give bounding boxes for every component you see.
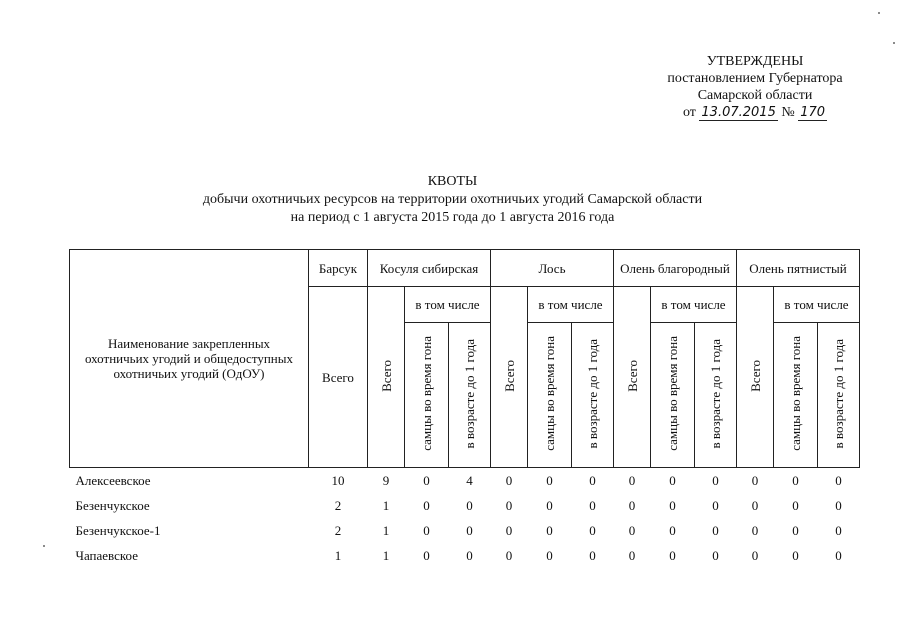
cell-value: 0 — [423, 498, 430, 513]
cell-value: 0 — [505, 548, 513, 563]
cell-value: 2 — [334, 498, 342, 513]
scan-speck — [43, 545, 45, 547]
cell-value: 0 — [423, 523, 430, 538]
cell-value: 0 — [712, 473, 719, 488]
cell-value: 0 — [835, 498, 842, 513]
roe-deer-males-header: самцы во время гона — [405, 323, 449, 468]
from-label: от — [682, 105, 696, 120]
cell-value: 9 — [382, 473, 390, 488]
title-line-3: на период с 1 августа 2015 года до 1 августа 2016 года — [290, 210, 615, 225]
cell-value: 0 — [669, 548, 676, 563]
approval-block — [640, 53, 870, 121]
approval-line-2: Самарской области — [697, 88, 813, 103]
scan-speck — [893, 42, 895, 44]
cell-value: 0 — [546, 523, 553, 538]
cell-value: 0 — [669, 473, 676, 488]
scan-speck — [878, 12, 880, 14]
cell-value: 0 — [712, 498, 719, 513]
cell-value: 0 — [589, 523, 596, 538]
cell-value: 0 — [628, 548, 636, 563]
moose-total-header: Всего — [491, 287, 528, 468]
cell-value: 0 — [423, 473, 430, 488]
handwritten-date: 13.07.2015 — [701, 105, 776, 120]
red-deer-total-header: Всего — [614, 287, 651, 468]
badger-total-header: Всего — [309, 287, 368, 468]
cell-value: 0 — [423, 548, 430, 563]
cell-value: 0 — [466, 523, 473, 538]
cell-value: 0 — [751, 523, 759, 538]
cell-value: 0 — [751, 498, 759, 513]
cell-value: 1 — [382, 523, 390, 538]
table-row — [70, 493, 860, 518]
name-column-header: Наименование закрепленных охотничьих угодий и общедоступных охотничьих угодий (ОдОУ) — [70, 250, 309, 468]
cell-value: 0 — [792, 548, 799, 563]
cell-value: 0 — [628, 473, 636, 488]
approval-date-line — [640, 104, 870, 121]
cell-value: 4 — [466, 473, 473, 488]
cell-value: 0 — [712, 548, 719, 563]
cell-value: 1 — [382, 548, 390, 563]
roe-deer-young-header: в возрасте до 1 года — [449, 323, 491, 468]
moose-header: Лось — [491, 250, 614, 287]
sika-deer-incl-header: в том числе — [774, 287, 860, 323]
quota-table — [69, 249, 860, 568]
red-deer-header: Олень благородный — [614, 250, 737, 287]
cell-value: 2 — [334, 523, 342, 538]
cell-value: 0 — [835, 548, 842, 563]
cell-value: 0 — [589, 498, 596, 513]
title-line-2: добычи охотничьих ресурсов на территории охотничьих угодий Самарской области — [202, 192, 703, 207]
cell-value: 0 — [546, 548, 553, 563]
row-name: Чапаевское — [75, 548, 138, 563]
title-main: КВОТЫ — [427, 174, 478, 189]
cell-value: 0 — [792, 473, 799, 488]
moose-incl-header: в том числе — [528, 287, 614, 323]
sika-deer-header: Олень пятнистый — [737, 250, 860, 287]
cell-value: 0 — [835, 523, 842, 538]
cell-value: 0 — [751, 548, 759, 563]
cell-value: 0 — [669, 523, 676, 538]
approval-line-1: постановлением Губернатора — [667, 71, 843, 86]
sika-deer-males-header: самцы во время гона — [774, 323, 818, 468]
cell-value: 0 — [589, 548, 596, 563]
row-name: Безенчукское — [75, 498, 150, 513]
cell-value: 0 — [792, 498, 799, 513]
roe-deer-header: Косуля сибирская — [368, 250, 491, 287]
cell-value: 0 — [589, 473, 596, 488]
cell-value: 0 — [505, 523, 513, 538]
table-row — [70, 468, 860, 494]
cell-value: 1 — [334, 548, 342, 563]
badger-header: Барсук — [309, 250, 368, 287]
document-title — [0, 173, 905, 227]
cell-value: 0 — [546, 473, 553, 488]
cell-value: 0 — [712, 523, 719, 538]
row-name: Безенчукское-1 — [75, 523, 161, 538]
cell-value: 0 — [751, 473, 759, 488]
cell-value: 0 — [628, 498, 636, 513]
table-row — [70, 543, 860, 568]
handwritten-number: 170 — [800, 105, 826, 120]
cell-value: 10 — [331, 473, 345, 488]
cell-value: 0 — [466, 498, 473, 513]
cell-value: 0 — [835, 473, 842, 488]
roe-deer-total-header: Всего — [368, 287, 405, 468]
roe-deer-incl-header: в том числе — [405, 287, 491, 323]
cell-value: 0 — [505, 498, 513, 513]
cell-value: 1 — [382, 498, 390, 513]
cell-value: 0 — [792, 523, 799, 538]
cell-value: 0 — [546, 498, 553, 513]
table-row — [70, 518, 860, 543]
cell-value: 0 — [628, 523, 636, 538]
approval-heading: УТВЕРЖДЕНЫ — [706, 54, 804, 69]
red-deer-incl-header: в том числе — [651, 287, 737, 323]
row-name: Алексеевское — [75, 473, 151, 488]
red-deer-young-header: в возрасте до 1 года — [695, 323, 737, 468]
cell-value: 0 — [505, 473, 513, 488]
red-deer-males-header: самцы во время гона — [651, 323, 695, 468]
sika-deer-young-header: в возрасте до 1 года — [818, 323, 860, 468]
cell-value: 0 — [466, 548, 473, 563]
sika-deer-total-header: Всего — [737, 287, 774, 468]
cell-value: 0 — [669, 498, 676, 513]
moose-males-header: самцы во время гона — [528, 323, 572, 468]
moose-young-header: в возрасте до 1 года — [572, 323, 614, 468]
number-label: № — [781, 105, 795, 120]
